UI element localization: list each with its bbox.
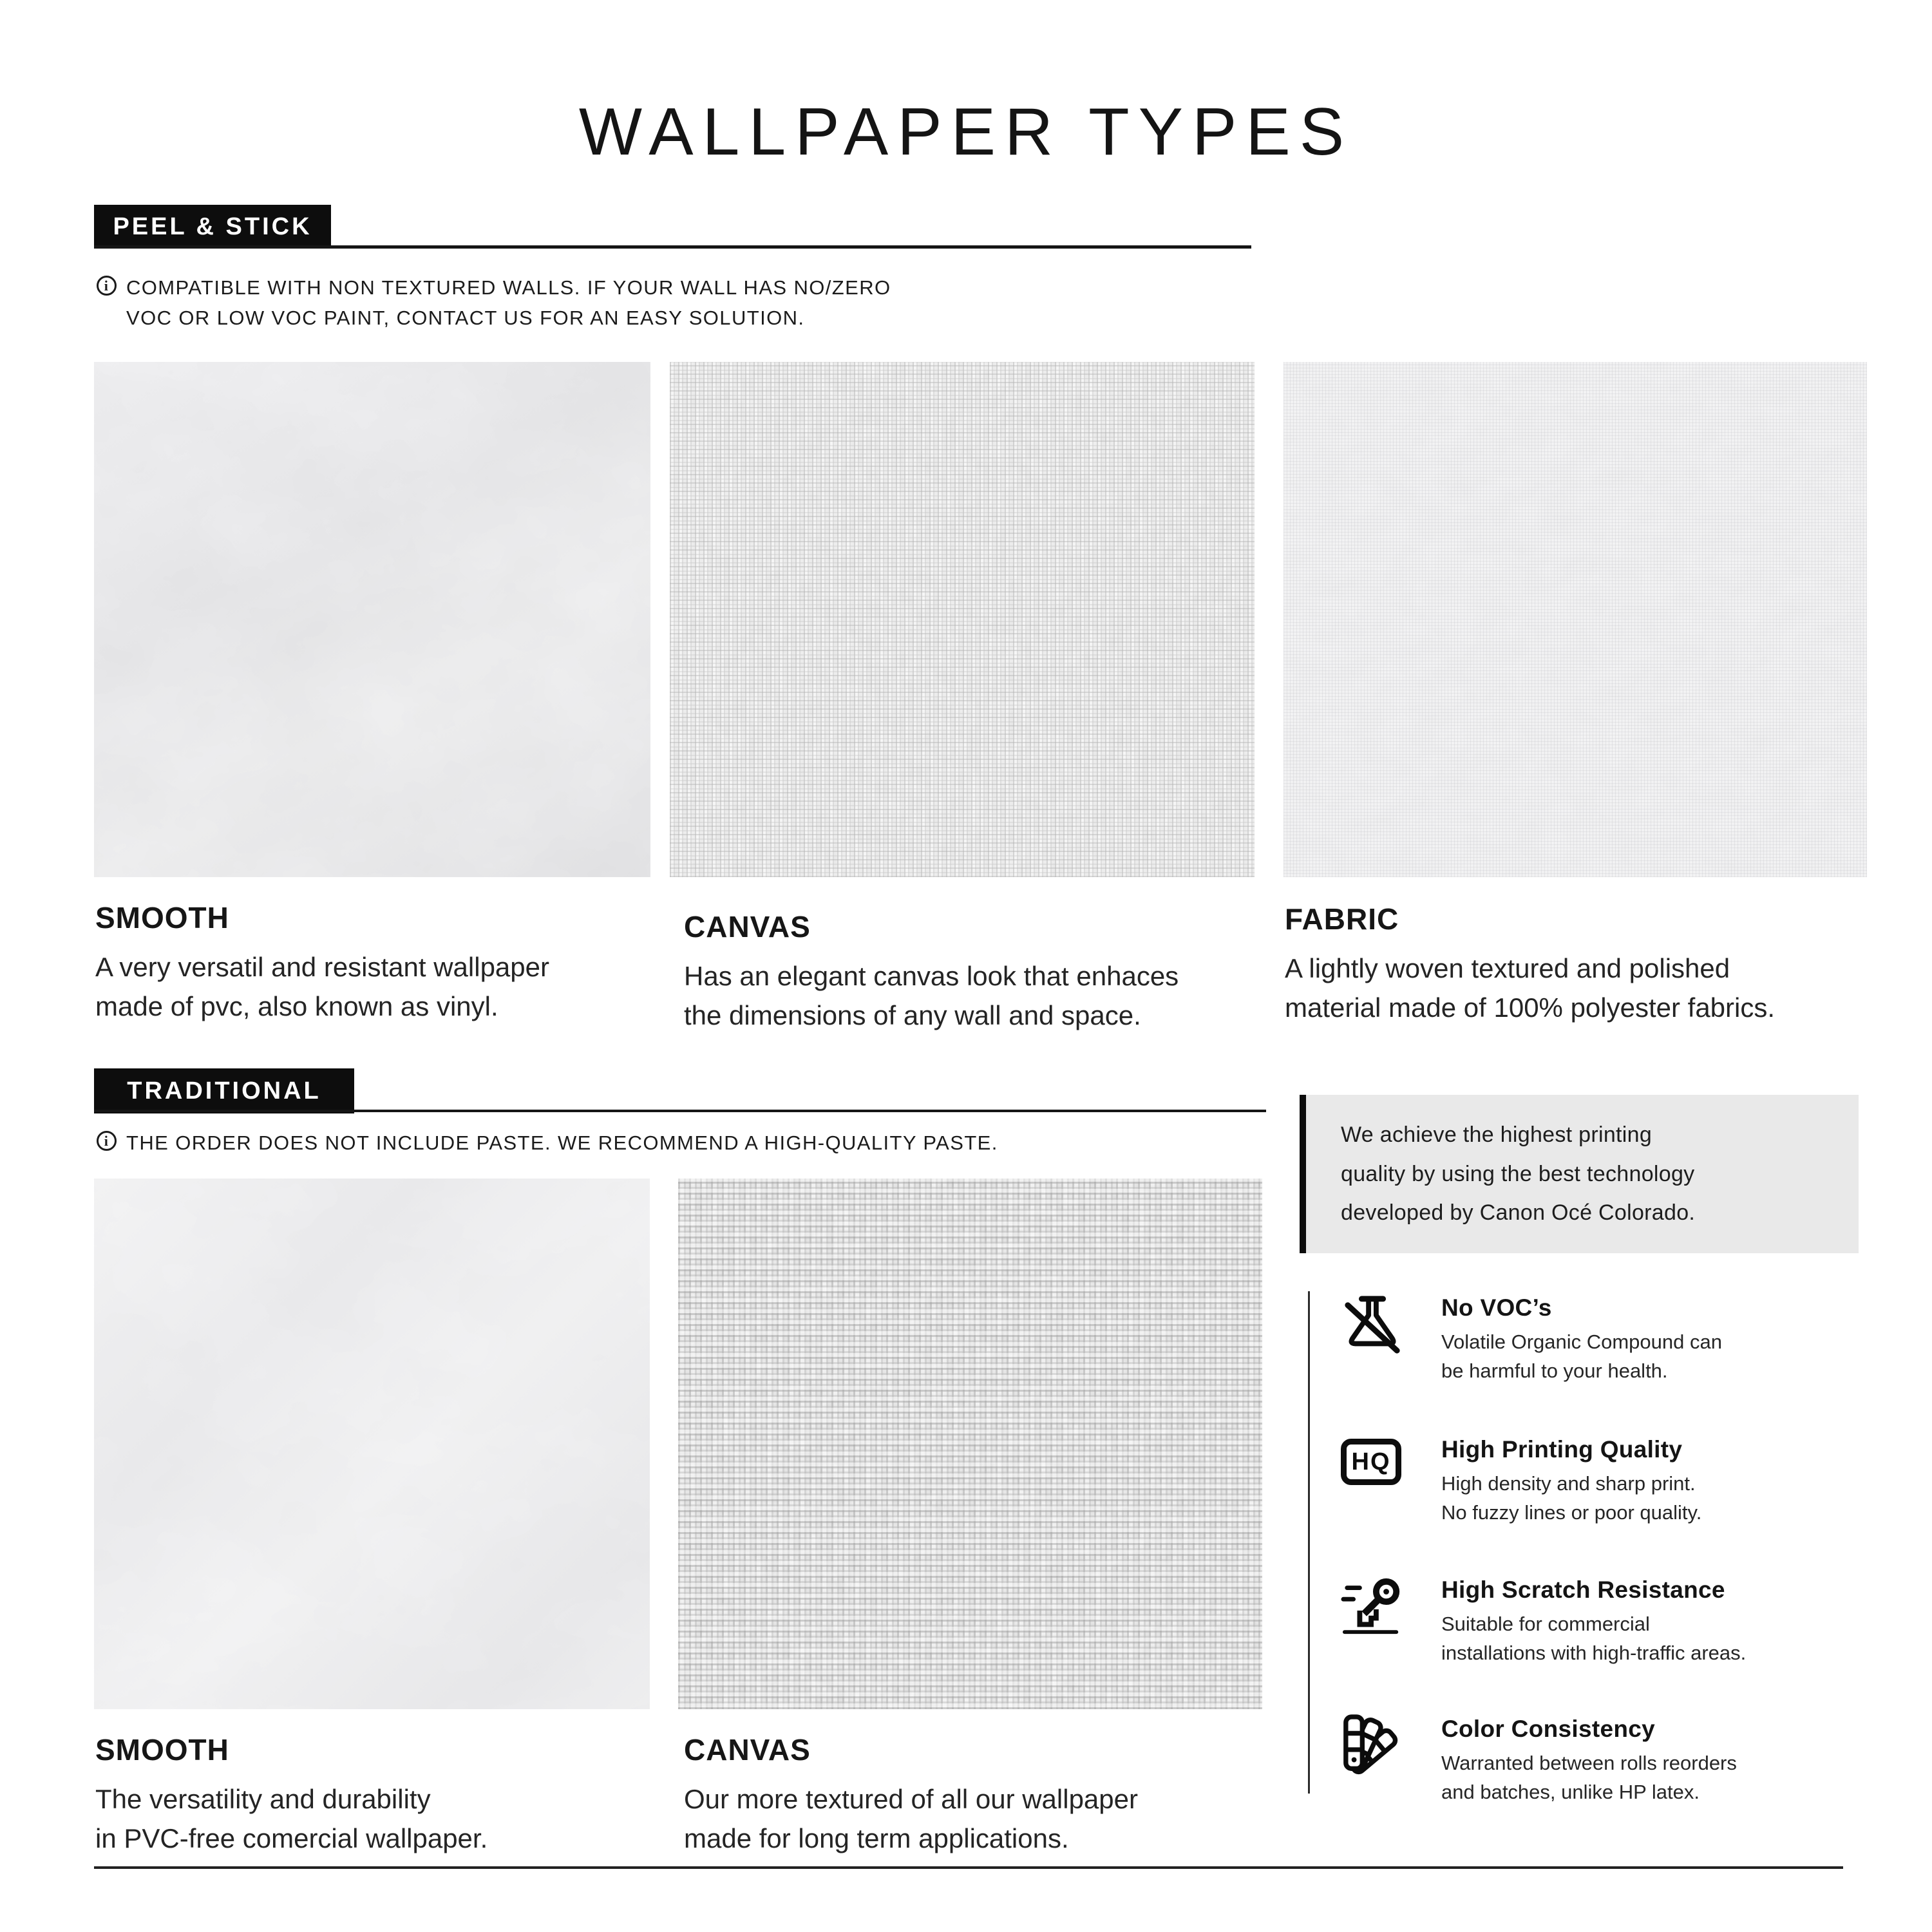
features-divider-line	[1308, 1291, 1310, 1794]
feature-no-vocs: No VOC’s Volatile Organic Compound can be harmful to your health.	[1341, 1293, 1869, 1386]
swatch-peel-smooth	[94, 362, 650, 877]
hq-badge-icon: HQ	[1341, 1435, 1404, 1502]
swatch-peel-fabric	[1283, 362, 1867, 877]
feature-color-consistency: Color Consistency Warranted between rolls reorders and batches, unlike HP latex.	[1341, 1714, 1869, 1807]
feature-title: No VOC’s	[1441, 1294, 1552, 1321]
swatch-peel-canvas	[670, 362, 1255, 877]
info-icon: i	[97, 1131, 117, 1151]
caption-traditional-canvas: CANVAS Our more textured of all our wallpaper made for long term applications.	[684, 1732, 1283, 1859]
feature-title: High Printing Quality	[1441, 1436, 1683, 1463]
section-label-traditional: TRADITIONAL	[94, 1068, 354, 1113]
traditional-note-text: THE ORDER DOES NOT INCLUDE PASTE. WE RECOMMEND A HIGH-QUALITY PASTE.	[126, 1132, 998, 1154]
info-icon: i	[97, 276, 117, 296]
section-label-peel-stick: PEEL & STICK	[94, 205, 331, 249]
swatch-name: CANVAS	[684, 910, 811, 943]
traditional-note	[97, 1128, 998, 1159]
flask-no-voc-icon	[1341, 1293, 1404, 1360]
bottom-rule	[94, 1866, 1843, 1869]
caption-peel-smooth: SMOOTH A very versatil and resistant wallpaper made of pvc, also known as vinyl.	[95, 900, 694, 1027]
swatch-traditional-smooth	[94, 1179, 650, 1709]
peel-stick-note	[97, 273, 891, 333]
swatch-name: FABRIC	[1285, 902, 1399, 936]
traditional-rule	[94, 1110, 1266, 1112]
feature-high-printing-quality: HQ High Printing Quality High density and sharp print. No fuzzy lines or poor quality.	[1341, 1435, 1869, 1528]
caption-peel-canvas: CANVAS Has an elegant canvas look that enhaces the dimensions of any wall and space.	[684, 909, 1283, 1036]
color-swatchbook-icon	[1341, 1714, 1404, 1781]
peel-stick-rule	[94, 245, 1251, 249]
feature-title: High Scratch Resistance	[1441, 1577, 1725, 1603]
swatch-traditional-canvas	[678, 1179, 1262, 1709]
caption-peel-fabric: FABRIC A lightly woven textured and polished material made of 100% polyester fabrics.	[1285, 902, 1884, 1028]
feature-high-scratch-resistance: High Scratch Resistance Suitable for commercial installations with high-traffic areas.	[1341, 1575, 1869, 1668]
swatch-name: SMOOTH	[95, 1733, 229, 1766]
printing-quality-callout: We achieve the highest printing quality by using the best technology developed by Canon Océ Colorado.	[1300, 1095, 1859, 1253]
swatch-name: SMOOTH	[95, 901, 229, 934]
peel-stick-note-text: COMPATIBLE WITH NON TEXTURED WALLS. IF YOUR WALL HAS NO/ZERO VOC OR LOW VOC PAINT, CONTACT US FOR AN EASY SOLUTION.	[126, 276, 891, 329]
feature-title: Color Consistency	[1441, 1716, 1655, 1742]
page-title: WALLPAPER TYPES	[578, 95, 1354, 169]
swatch-name: CANVAS	[684, 1733, 811, 1766]
caption-traditional-smooth: SMOOTH The versatility and durability in PVC-free comercial wallpaper.	[95, 1732, 694, 1859]
key-scratch-icon	[1341, 1575, 1404, 1642]
